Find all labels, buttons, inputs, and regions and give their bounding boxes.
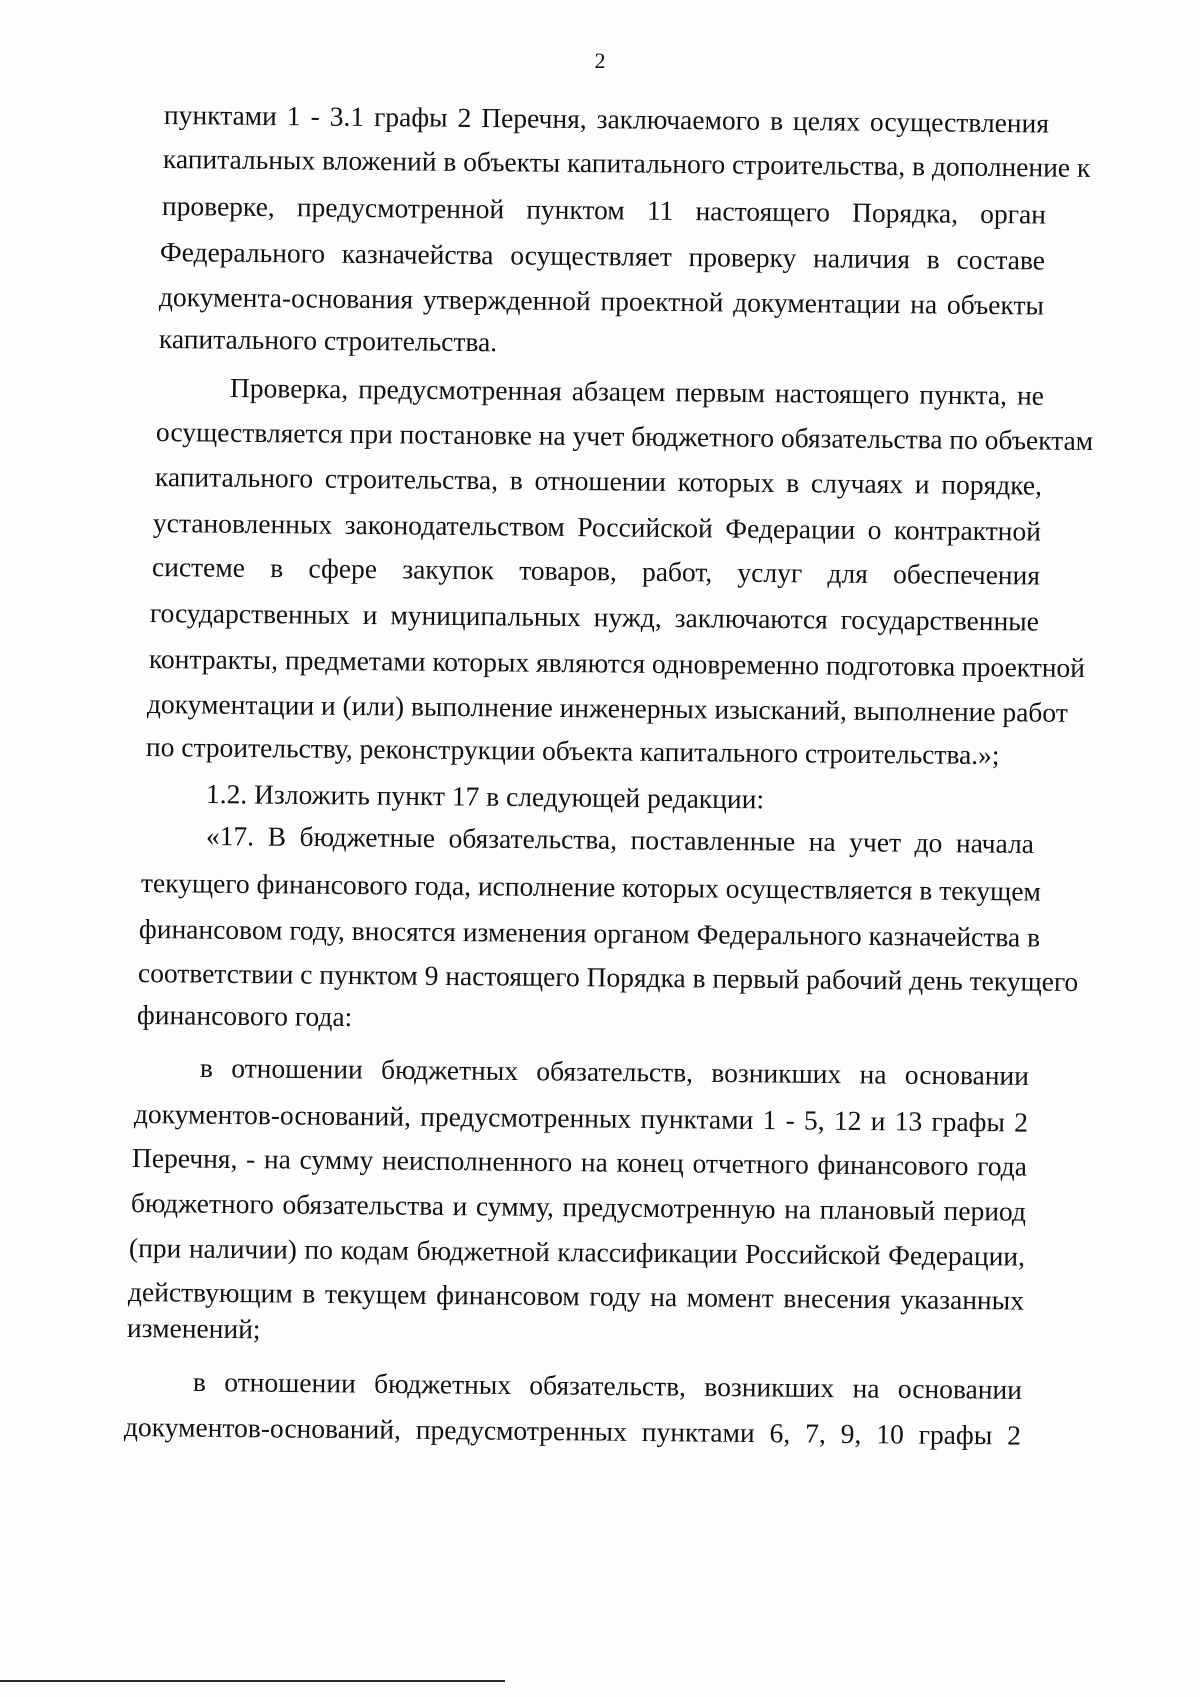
page-number: 2 [594,48,606,73]
page-edge-rule [0,1680,505,1682]
text-line: проверке, предусмотренной пунктом 11 настоящего Порядка, орган [161,190,1047,230]
text-line: финансовом году, вносятся изменения органом Федерального казначейства в [138,913,1041,953]
text-line: документов-оснований, предусмотренных пунктами 6, 7, 9, 10 графы 2 [123,1411,1022,1451]
text-line: 1.2. Изложить пункт 17 в следующей редакции: [205,778,765,815]
text-line: финансового года: [136,999,353,1033]
text-line: государственных и муниципальных нужд, заключаются государственные [149,597,1040,637]
text-line: бюджетного обязательства и сумму, предусмотренную на плановый период [130,1187,1027,1227]
text-line: документов-оснований, предусмотренных пунктами 1 - 5, 12 и 13 графы 2 [133,1098,1029,1138]
text-line: Проверка, предусмотренная абзацем первым настоящего пункта, не [229,372,1045,411]
text-line: документации и (или) выполнение инженерных изысканий, выполнение работ [146,688,1068,728]
text-line: Федерального казначейства осуществляет проверку наличия в составе [159,236,1046,276]
text-line: осуществляется при постановке на учет бюджетного обязательства по объектам [155,416,1094,456]
text-line: капитального строительства. [158,323,498,358]
text-line: действующим в текущем финансовом году на момент внесения указанных [127,1276,1025,1316]
text-line: соответствии с пунктом 9 настоящего Порядка в первый рабочий день текущего [137,957,1079,998]
text-line: изменений; [126,1312,261,1345]
text-line: капитального строительства, в отношении которых в случаях и порядке, [154,461,1043,501]
text-line: контракты, предметами которых являются одновременно подготовка проектной [148,643,1086,683]
text-line: документа-основания утвержденной проектной документации на объекты [158,281,1045,321]
text-line: в отношении бюджетных обязательств, возникших на основании [192,1366,1023,1405]
text-line: (при наличии) по кодам бюджетной классификации Российской Федерации, [128,1232,1026,1272]
text-line: установленных законодательством Российской Федерации о контрактной [152,507,1042,547]
text-line: в отношении бюджетных обязательств, возникших на основании [199,1052,1030,1091]
text-line: «17. В бюджетные обязательства, поставленные на учет до начала [205,820,1035,859]
text-line: текущего финансового года, исполнение которых осуществляется в текущем [140,867,1042,907]
text-line: системе в сфере закупок товаров, работ, услуг для обеспечения [151,551,1041,591]
text-line: пунктами 1 - 3.1 графы 2 Перечня, заключаемого в целях осуществления [163,99,1050,139]
text-line: по строительству, реконструкции объекта капитального строительства.»; [145,731,1000,771]
text-line: капитальных вложений в объекты капитального строительства, в дополнение к [162,143,1091,183]
text-line: Перечня, - на сумму неисполненного на конец отчетного финансового года [131,1142,1028,1182]
